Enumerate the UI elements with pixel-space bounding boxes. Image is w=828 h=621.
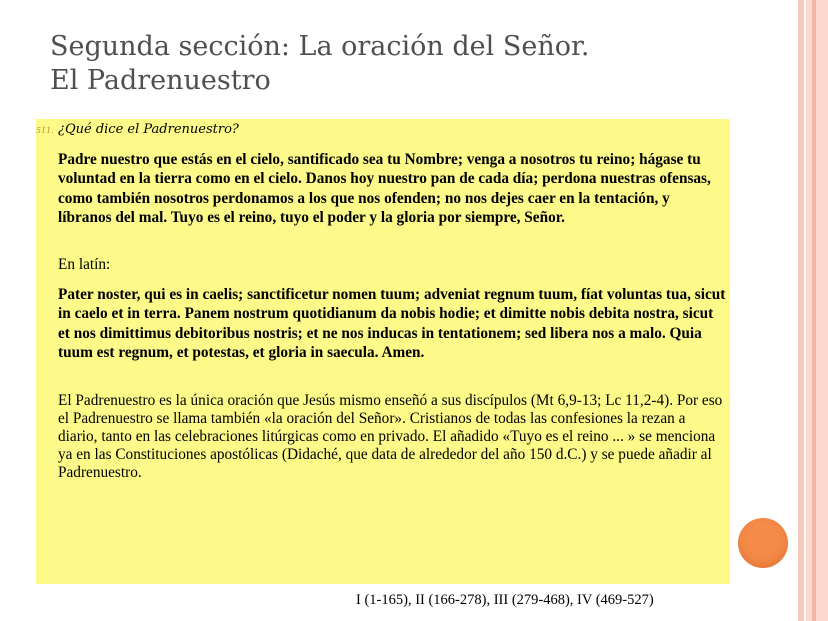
prayer-latin: Pater noster, qui es in caelis; sanctificetur nomen tuum; adveniat regnum tuum, fíat voluntas tua, sicut in caelo et in terra. Panem nostrum quotidianum da nobis hodie; et dimitte nobis debita nostra, sicut et nos dimittimus debitoribus nostris; et ne nos inducas in tentationem; sed libera nos a malo. Quia tuum est regnum, et potestas, et gloria in saecula. Amen.	[58, 286, 726, 361]
question-text: ¿Qué dice el Padrenuestro?	[58, 122, 239, 137]
latin-label: En latín:	[58, 256, 111, 273]
prayer-spanish: Padre nuestro que estás en el cielo, santificado sea tu Nombre; venga a nosotros tu reino; hágase tu voluntad en la tierra como en el cielo. Danos hoy nuestro pan de cada día; perdona nuestras ofensas, como también nosotros perdonamos a los que nos ofenden; no nos dejes caer en la tentación, y líbranos del mal. Tuyo es el reino, tuyo el poder y la gloria por siempre, Señor.	[58, 151, 711, 226]
explanation-text: El Padrenuestro es la única oración que Jesús mismo enseñó a sus discípulos (Mt 6,9-13; Lc 11,2-4). Por eso el Padrenuestro se llama también «la oración del Señor». Cristianos de todas las confesiones la rezan a diario, tanto en las celebraciones litúrgicas como en privado. El añadido «Tuyo es el reino ... » se menciona ya en las Constituciones apostólicas (Didaché, que data de alrededor del año 150 d.C.) y se puede añadir al Padrenuestro.	[58, 392, 723, 481]
slide-title-line-2: El Padrenuestro	[50, 65, 271, 96]
slide-title	[50, 30, 770, 98]
footer-section-ranges: I (1-165), II (166-278), III (279-468), IV (469-527)	[356, 592, 654, 608]
decorative-stripe-inner	[812, 0, 816, 621]
content-panel	[36, 119, 730, 584]
question-number: 511.	[36, 126, 54, 135]
decorative-stripe-wide	[806, 0, 828, 621]
decorative-orb	[738, 518, 788, 568]
decorative-stripe	[798, 0, 804, 621]
slide-title-line-1: Segunda sección: La oración del Señor.	[50, 31, 590, 62]
